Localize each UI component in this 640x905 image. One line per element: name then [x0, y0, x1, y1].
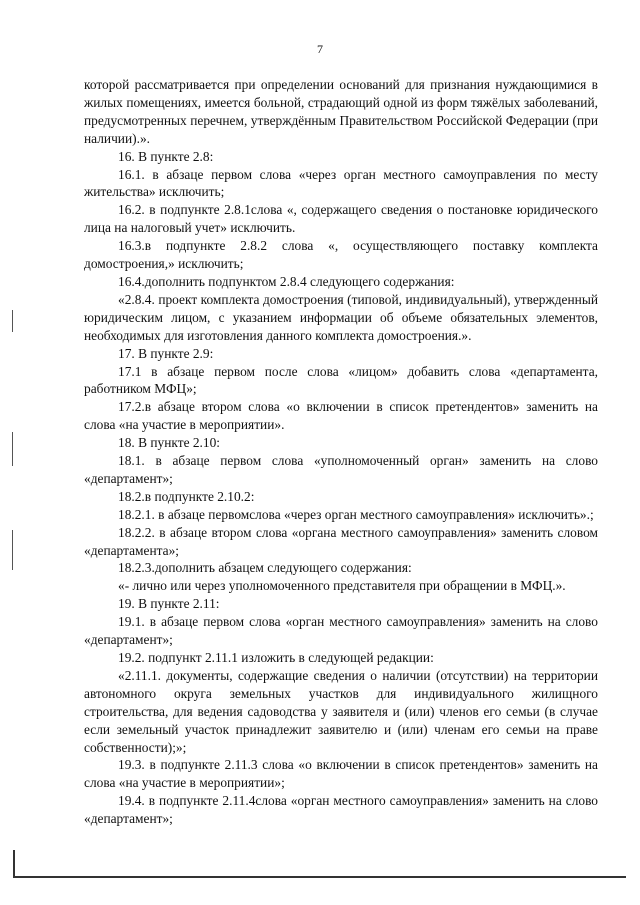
- scan-edge-corner: [13, 850, 15, 878]
- paragraph-16: 16. В пункте 2.8:: [118, 148, 214, 164]
- paragraph-18-1: 18.1. в абзаце первом слова «уполномоченный орган» заменить на слово «департамент»;: [84, 453, 598, 486]
- paragraph-16-1: 16.1. в абзаце первом слова «через орган местного самоуправления по месту жительства» исключить;: [84, 166, 598, 200]
- paragraph-19-3: 19.3. в подпункте 2.11.3 слова «о включении в список претендентов» заменить на слова «на участие в мероприятии»;: [84, 757, 598, 791]
- paragraph-19-2: 19.2. подпункт 2.11.1 изложить в следующей редакции:: [118, 650, 434, 665]
- paragraph-18-2: 18.2.в подпункте 2.10.2:: [118, 488, 255, 504]
- scan-edge-mark: [12, 530, 13, 570]
- document-body: [84, 76, 598, 828]
- paragraph-19-1: 19.1. в абзаце первом слова «орган местного самоуправления» заменить на слово «департамент»;: [84, 614, 598, 648]
- paragraph-17: 17. В пункте 2.9:: [118, 345, 214, 361]
- paragraph-2-11-1-quote: «2.11.1. документы, содержащие сведения о наличии (отсутствии) на территории автономного округа земельных участков для индивидуального жилищного строительства, для ведения садоводства у заявителя и (или) членов его семьи (в случае если земельный участок принадлежит заявителю и (или) членам его семьи на праве собственности);»;: [84, 667, 598, 755]
- paragraph-18-2-1: 18.2.1. в абзаце первомслова «через орган местного самоуправления» исключить».;: [118, 506, 594, 522]
- paragraph-18-2-2: 18.2.2. в абзаце втором слова «органа местного самоуправления» заменить словом «департамента»;: [84, 524, 598, 558]
- paragraph-16-4: 16.4.дополнить подпунктом 2.8.4 следующего содержания:: [118, 273, 455, 289]
- paragraph-18: 18. В пункте 2.10:: [118, 435, 221, 451]
- paragraph-continuation: которой рассматривается при определении оснований для признания нуждающимися в жилых помещениях, имеется больной, страдающий одной из форм тяжёлых заболеваний, предусмотренных перечнем, утверждённым Правительством Российской Федерации (при наличии).».: [84, 77, 598, 146]
- scan-edge-bottom: [13, 876, 626, 878]
- scan-edge-mark: [12, 432, 13, 466]
- paragraph-16-3: 16.3.в подпункте 2.8.2 слова «, осуществляющего поставку комплекта домостроения,» исключить;: [84, 238, 598, 272]
- paragraph-18-2-3: 18.2.3.дополнить абзацем следующего содержания:: [118, 560, 412, 576]
- paragraph-18-2-3-quote: «- лично или через уполномоченного представителя при обращении в МФЦ.».: [118, 578, 566, 594]
- paragraph-17-1: 17.1 в абзаце первом после слова «лицом» добавить слова «департамента, работником МФЦ»;: [84, 363, 598, 397]
- paragraph-19: 19. В пункте 2.11:: [118, 596, 220, 612]
- scan-edge-mark: [12, 310, 13, 332]
- paragraph-2-8-4-quote: «2.8.4. проект комплекта домостроения (типовой, индивидуальный), утвержденный юридическим лицом, с указанием информации об объеме обязательных элементов, необходимых для изготовления данного комплекта домостроения.».: [84, 291, 598, 343]
- paragraph-17-2: 17.2.в абзаце втором слова «о включении в список претендентов» заменить на слова «на участие в мероприятии».: [84, 399, 598, 433]
- paragraph-16-2: 16.2. в подпункте 2.8.1слова «, содержащего сведения о постановке юридического лица на налоговый учет» исключить.: [84, 202, 598, 236]
- page-number: 7: [317, 42, 323, 56]
- paragraph-19-4: 19.4. в подпункте 2.11.4слова «орган местного самоуправления» заменить на слово «департамент»;: [84, 793, 598, 827]
